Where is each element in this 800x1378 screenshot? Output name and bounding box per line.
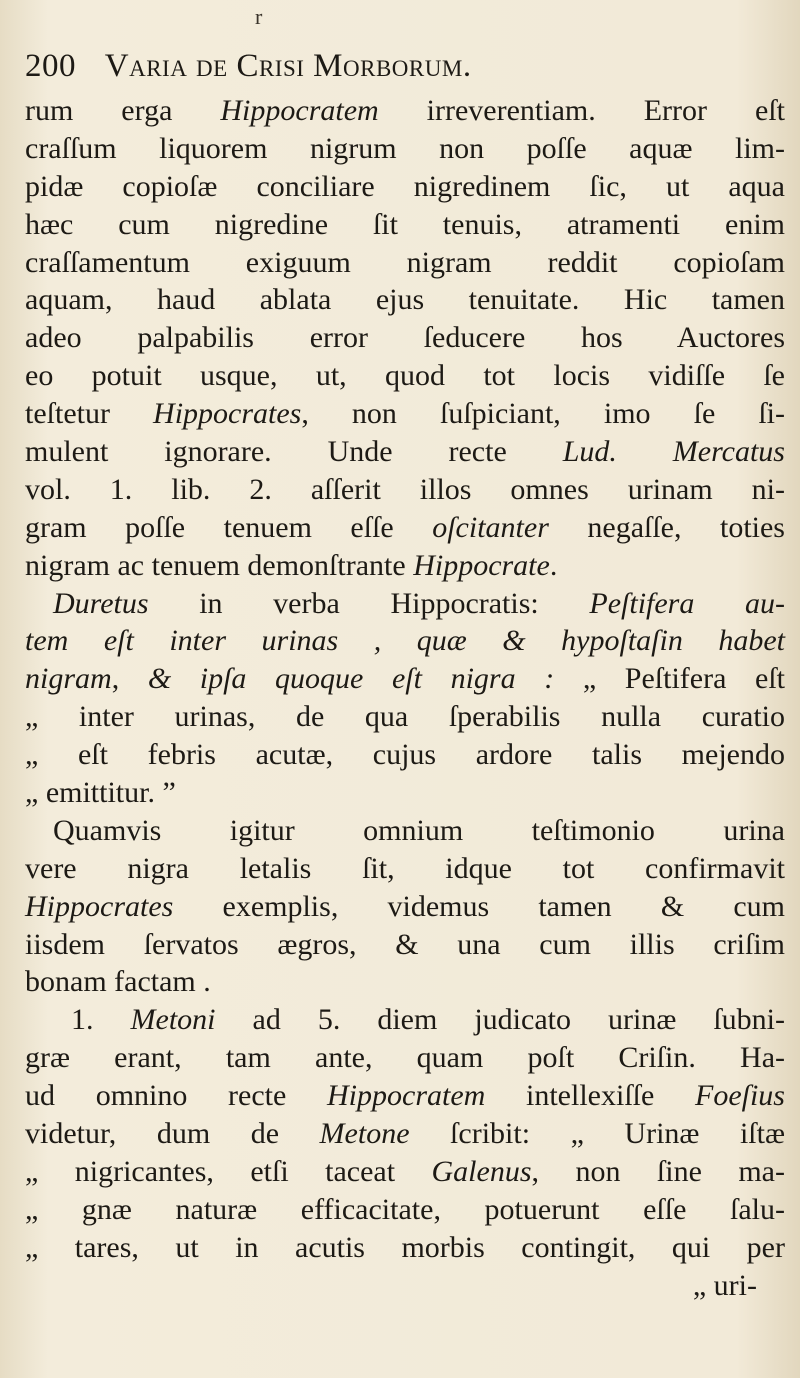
text-line <box>25 130 785 168</box>
text-line <box>25 660 785 698</box>
italic-text: oſcitanter <box>432 510 549 544</box>
text-line <box>25 1191 785 1229</box>
text-segment: „ gnæ naturæ efficacitate, potuerunt eſſe ſalu- <box>25 1192 785 1226</box>
text-segment: græ erant, tam ante, quam poſt Criſin. Ha- <box>25 1041 785 1075</box>
italic-text: Hippocrates <box>25 889 174 923</box>
italic-text: Metone <box>319 1117 410 1151</box>
text-segment: eo potuit usque, ut, quod tot locis vidiſſe ſe <box>25 359 785 393</box>
text-line <box>25 963 785 1001</box>
text-segment: „ Peſtifera eſt <box>554 662 785 696</box>
body-text <box>25 92 785 1305</box>
text-segment: , non ſuſpiciant, imo ſe ſi- <box>301 397 785 431</box>
text-segment: intellexiſſe <box>485 1079 695 1113</box>
text-segment: nigram ac tenuem demonſtrante <box>25 548 414 582</box>
text-line <box>25 547 785 585</box>
text-segment: bonam factam . <box>25 965 211 999</box>
text-line <box>25 850 785 888</box>
text-line <box>25 168 785 206</box>
text-segment: ſcribit: „ Urinæ iſtæ <box>409 1117 785 1151</box>
text-line <box>25 206 785 244</box>
text-segment: „ uri- <box>692 1268 757 1302</box>
italic-text: Duretus <box>53 586 149 620</box>
text-segment: craſſamentum exiguum nigram reddit copioſam <box>25 245 785 279</box>
text-line <box>25 1115 785 1153</box>
text-line <box>25 622 785 660</box>
italic-text: nigram <box>25 662 112 696</box>
text-segment: mulent ignorare. Unde recte <box>25 435 563 469</box>
italic-text: Lud. Mercatus <box>562 435 785 469</box>
text-segment: vol. 1. lib. 2. aſſerit illos omnes urinam ni- <box>25 472 785 506</box>
text-segment: „ emittitur. ” <box>25 776 176 810</box>
text-segment: pidæ copioſæ conciliare nigredinem ſic, ut aqua <box>25 169 785 203</box>
text-line <box>25 698 785 736</box>
text-line <box>25 319 785 357</box>
text-segment: videtur, dum de <box>25 1117 320 1151</box>
text-line <box>25 509 785 547</box>
text-segment: irreverentiam. Error eſt <box>378 94 785 127</box>
italic-text: Hippocratem <box>327 1079 486 1113</box>
italic-text: Peſtifera au- <box>589 586 785 620</box>
text-segment: adeo palpabilis error ſeducere hos Auctores <box>25 321 785 355</box>
text-segment: „ inter urinas, de qua ſperabilis nulla curatio <box>25 700 785 734</box>
text-segment: in verba Hippocratis: <box>148 586 590 620</box>
text-line <box>25 1267 785 1305</box>
text-segment: ud omnino recte <box>25 1079 328 1113</box>
italic-text: Metoni <box>130 1003 216 1037</box>
text-segment: iisdem ſervatos ægros, & una cum illis criſim <box>25 927 785 961</box>
text-line <box>25 244 785 282</box>
signature-mark: r <box>255 4 263 29</box>
text-line <box>25 281 785 319</box>
text-line <box>25 1039 785 1077</box>
text-line <box>25 774 785 812</box>
italic-text: Galenus <box>431 1154 532 1188</box>
text-segment: teſtetur <box>25 397 154 431</box>
italic-text: Hippocrate <box>413 548 550 582</box>
text-segment: vere nigra letalis ſit, idque tot confirmavit <box>25 851 785 885</box>
text-segment: „ eſt febris acutæ, cujus ardore talis mejendo <box>25 738 785 772</box>
text-segment: hæc cum nigredine ſit tenuis, atramenti enim <box>25 207 785 241</box>
text-line <box>25 888 785 926</box>
text-segment: aquam, haud ablata ejus tenuitate. Hic tamen <box>25 283 785 317</box>
text-segment: rum erga <box>25 94 221 127</box>
running-title: Varia de Crisi Morborum. <box>104 48 472 84</box>
text-segment: gram poſſe tenuem eſſe <box>25 510 433 544</box>
text-line <box>25 736 785 774</box>
text-segment: 1. <box>71 1003 131 1037</box>
text-line <box>25 812 785 850</box>
text-segment: negaſſe, toties <box>548 510 785 544</box>
text-segment: . <box>549 548 558 582</box>
text-segment: exemplis, videmus tamen & cum <box>173 889 785 923</box>
text-line <box>25 471 785 509</box>
text-segment: „ tares, ut in acutis morbis contingit, qui per <box>25 1230 785 1264</box>
italic-text: & ipſa quoque eſt nigra : <box>147 662 555 696</box>
italic-text: tem eſt inter urinas , quæ & hypoſtaſin habet <box>25 624 785 658</box>
text-line <box>25 1229 785 1267</box>
text-line <box>25 92 785 130</box>
text-line <box>25 1153 785 1191</box>
text-segment: „ nigricantes, etſi taceat <box>25 1154 432 1188</box>
text-line <box>25 1001 785 1039</box>
text-line <box>25 1077 785 1115</box>
text-segment: , <box>111 662 148 696</box>
page-number: 200 <box>25 48 76 84</box>
running-head <box>25 48 472 85</box>
italic-text: Foeſius <box>695 1079 785 1113</box>
text-line <box>25 357 785 395</box>
text-segment: ad 5. diem judicato urinæ ſubni- <box>215 1003 785 1037</box>
text-segment: Quamvis igitur omnium teſtimonio urina <box>53 813 785 847</box>
text-segment: craſſum liquorem nigrum non poſſe aquæ lim- <box>25 131 785 165</box>
text-line <box>25 433 785 471</box>
italic-text: Hippocrates <box>153 397 302 431</box>
italic-text: Hippocratem <box>220 94 379 127</box>
text-line <box>25 585 785 623</box>
text-segment: , non ſine ma- <box>531 1154 785 1188</box>
text-line <box>25 926 785 964</box>
text-line <box>25 395 785 433</box>
